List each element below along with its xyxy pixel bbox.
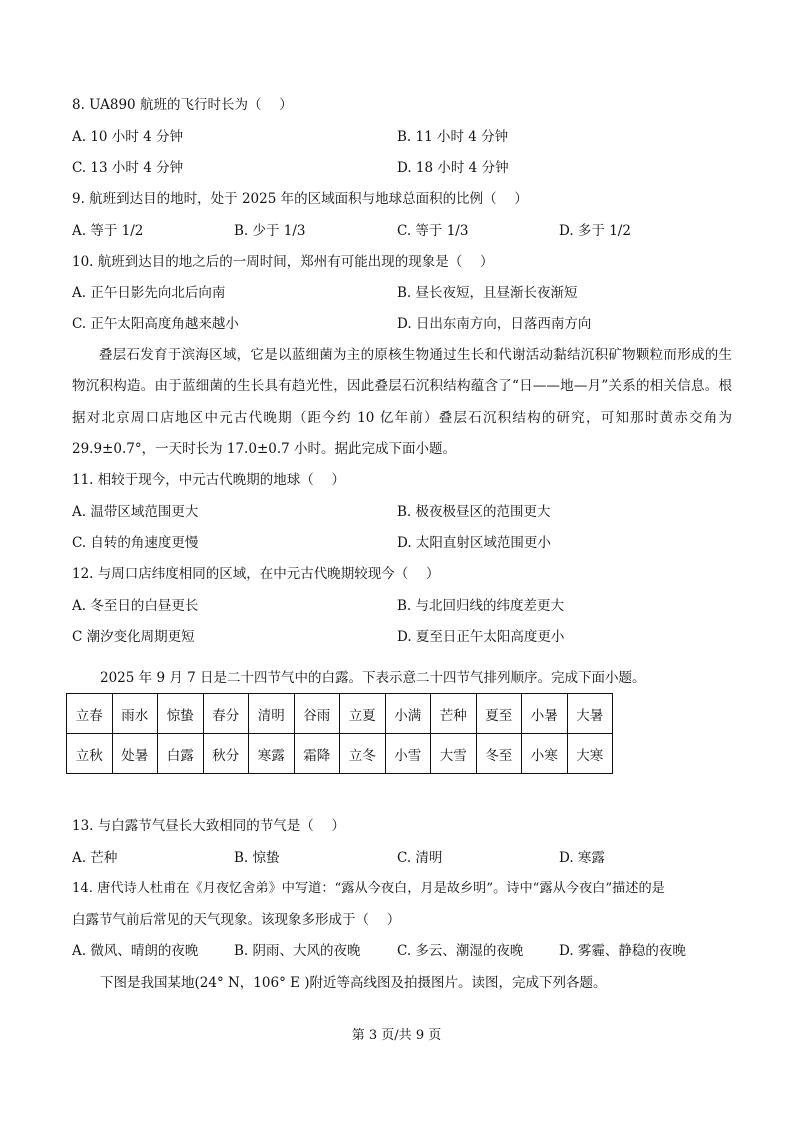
- stromatolite-passage-text: 叠层石发育于滨海区域，它是以蓝细菌为主的原核生物通过生长和代谢活动黏结沉积矿物颗粒而形成的生物沉积构造。由于蓝细菌的生长具有趋光性，因此叠层石沉积结构蕴含了“日——地—月”关系的相关信息。根据对北京周口店地区中元古代晚期（距今约 10 亿年前）叠层石沉积结构的研究，可知那时黄赤交角为 29.9±0.7°，一天时长为 17.0±0.7 小时。据此完成下面小题。: [72, 347, 732, 457]
- q14-option-b: B. 阴雨、大风的夜晚: [234, 943, 361, 959]
- question-14-stem-line-2: 白露节气前后常见的天气现象。该现象多形成于（ ）: [72, 912, 401, 928]
- q14-option-d: D. 雾霾、静稳的夜晚: [559, 943, 686, 959]
- solar-term-cell: 霜降: [294, 734, 340, 774]
- solar-terms-table: [66, 693, 613, 774]
- q10-option-d: D. 日出东南方向，日落西南方向: [397, 316, 592, 332]
- q12-option-b: B. 与北回归线的纬度差更大: [397, 598, 565, 614]
- question-12-stem: 12. 与周口店纬度相同的区域，在中元古代晚期较现今（ ）: [72, 566, 440, 582]
- q10-option-c: C. 正午太阳高度角越来越小: [72, 316, 239, 332]
- solar-term-cell: 夏至: [476, 694, 522, 734]
- solar-term-cell: 秋分: [203, 734, 249, 774]
- solar-terms-row-2: [67, 734, 613, 774]
- solar-term-cell: 大雪: [431, 734, 477, 774]
- question-11-stem: 11. 相较于现今，中元古代晚期的地球（ ）: [72, 472, 346, 488]
- solar-terms-row-1: [67, 694, 613, 734]
- q13-option-d: D. 寒露: [559, 850, 605, 866]
- solar-term-cell: 冬至: [476, 734, 522, 774]
- solar-terms-intro: 2025 年 9 月 7 日是二十四节气中的白露。下表示意二十四节气排列顺序。完成下面小题。: [100, 670, 646, 686]
- question-14-stem-line-1: 14. 唐代诗人杜甫在《月夜忆舍弟》中写道：“露从今夜白，月是故乡明”。诗中“露从今夜白”描述的是: [72, 881, 665, 896]
- solar-term-cell: 芒种: [431, 694, 477, 734]
- question-10-stem: 10. 航班到达目的地之后的一周时间，郑州有可能出现的现象是（ ）: [72, 254, 494, 270]
- solar-term-cell: 立夏: [340, 694, 386, 734]
- question-8-stem: 8. UA890 航班的飞行时长为（ ）: [72, 97, 293, 113]
- q11-option-c: C. 自转的角速度更慢: [72, 535, 199, 551]
- solar-term-cell: 立春: [67, 694, 113, 734]
- q8-option-a: A. 10 小时 4 分钟: [72, 129, 183, 145]
- question-9-stem: 9. 航班到达目的地时，处于 2025 年的区域面积与地球总面积的比例（ ）: [72, 191, 528, 207]
- solar-term-cell: 小雪: [385, 734, 431, 774]
- contour-map-intro: 下图是我国某地(24° N，106° E )附近等高线图及拍摄图片。读图，完成下列各题。: [100, 975, 607, 991]
- q13-option-c: C. 清明: [397, 850, 443, 866]
- q14-option-c: C. 多云、潮湿的夜晚: [397, 943, 524, 959]
- q9-option-b: B. 少于 1/3: [234, 223, 306, 239]
- q12-option-c: C 潮汐变化周期更短: [72, 629, 195, 645]
- solar-term-cell: 惊蛰: [158, 694, 204, 734]
- q11-option-d: D. 太阳直射区域范围更小: [397, 535, 551, 551]
- solar-term-cell: 小寒: [522, 734, 568, 774]
- q9-option-a: A. 等于 1/2: [72, 223, 144, 239]
- q10-option-b: B. 昼长夜短，且昼渐长夜渐短: [397, 285, 578, 301]
- solar-term-cell: 大暑: [567, 694, 613, 734]
- q14-option-a: A. 微风、晴朗的夜晚: [72, 943, 199, 959]
- solar-term-cell: 清明: [249, 694, 295, 734]
- q10-option-a: A. 正午日影先向北后向南: [72, 285, 226, 301]
- solar-term-cell: 雨水: [112, 694, 158, 734]
- solar-term-cell: 谷雨: [294, 694, 340, 734]
- q9-option-d: D. 多于 1/2: [559, 223, 631, 239]
- q8-option-b: B. 11 小时 4 分钟: [397, 129, 509, 145]
- solar-term-cell: 大寒: [567, 734, 613, 774]
- q11-option-a: A. 温带区域范围更大: [72, 504, 199, 520]
- q8-option-d: D. 18 小时 4 分钟: [397, 160, 509, 176]
- solar-term-cell: 春分: [203, 694, 249, 734]
- solar-term-cell: 立秋: [67, 734, 113, 774]
- solar-term-cell: 寒露: [249, 734, 295, 774]
- q13-option-a: A. 芒种: [72, 850, 118, 866]
- solar-term-cell: 小暑: [522, 694, 568, 734]
- solar-term-cell: 处暑: [112, 734, 158, 774]
- q11-option-b: B. 极夜极昼区的范围更大: [397, 504, 551, 520]
- q13-option-b: B. 惊蛰: [234, 850, 280, 866]
- q8-option-c: C. 13 小时 4 分钟: [72, 160, 184, 176]
- solar-term-cell: 立冬: [340, 734, 386, 774]
- q12-option-a: A. 冬至日的白昼更长: [72, 598, 199, 614]
- page-number: 第 3 页/共 9 页: [351, 1028, 442, 1043]
- solar-term-cell: 白露: [158, 734, 204, 774]
- question-13-stem: 13. 与白露节气昼长大致相同的节气是（ ）: [72, 818, 346, 834]
- solar-term-cell: 小满: [385, 694, 431, 734]
- q9-option-c: C. 等于 1/3: [397, 223, 469, 239]
- stromatolite-passage: [72, 340, 732, 465]
- q12-option-d: D. 夏至日正午太阳高度更小: [397, 629, 565, 645]
